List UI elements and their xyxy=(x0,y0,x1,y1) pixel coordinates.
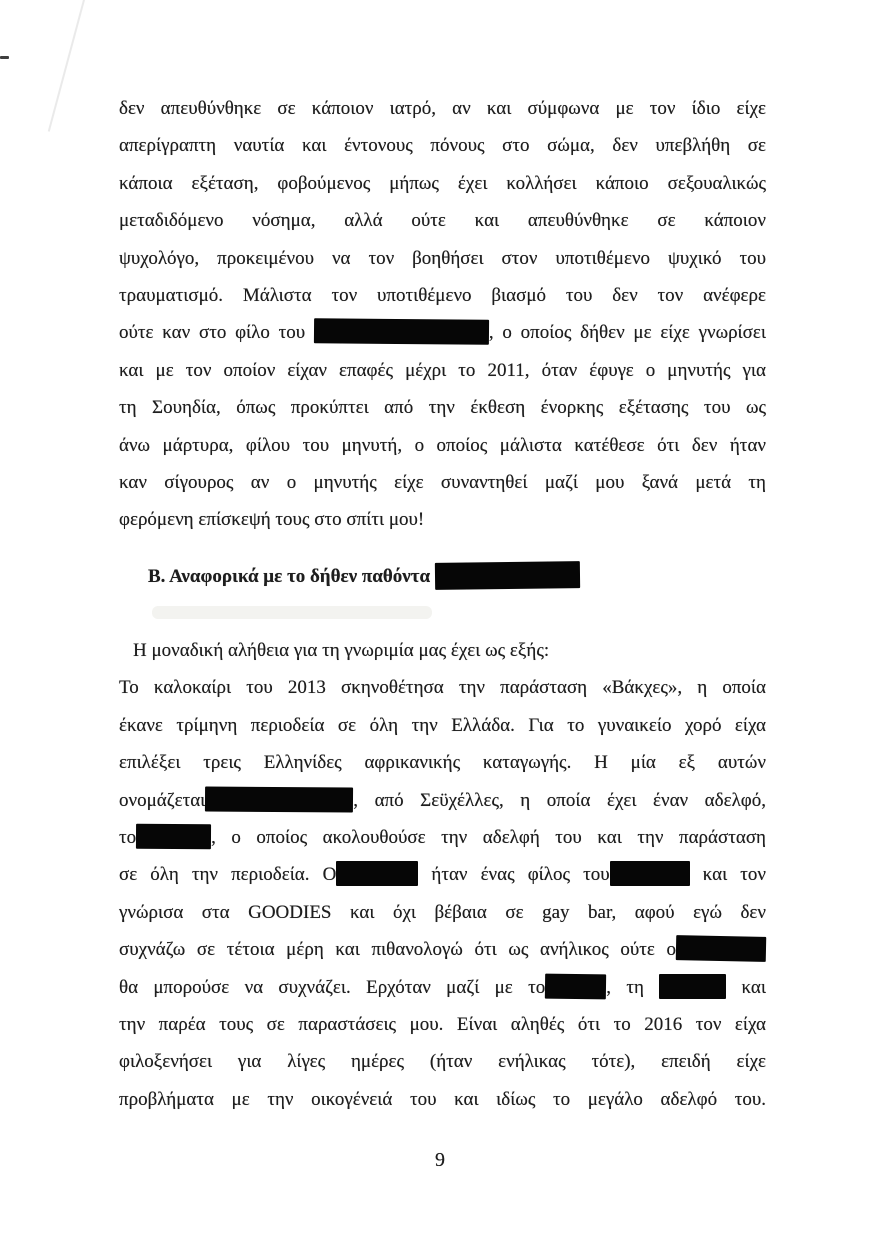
redaction-bar xyxy=(545,973,606,999)
text-line xyxy=(119,352,766,389)
text-line xyxy=(119,894,766,931)
text-line xyxy=(119,558,766,595)
redaction-bar xyxy=(435,561,580,590)
redaction-bar xyxy=(205,786,353,812)
text-segment: ούτε καν στο φίλο του xyxy=(119,322,314,344)
text-line xyxy=(119,969,766,1006)
scan-artifact-dash xyxy=(0,56,9,59)
text-segment: απερίγραπτη ναυτία και έντονους πόνους στο σώμα, δεν υπεβλήθη σε xyxy=(119,135,766,157)
text-line xyxy=(119,1006,766,1043)
text-line xyxy=(119,669,766,706)
text-segment: φερόμενη επίσκεψή τους στο σπίτι μου! xyxy=(119,509,425,531)
paragraph-1 xyxy=(119,90,766,539)
text-line xyxy=(119,240,766,277)
text-line xyxy=(119,819,766,856)
text-segment: κάποια εξέταση, φοβούμενος μήπως έχει κολλήσει κάποιο σεξουαλικώς xyxy=(119,172,766,194)
text-segment: , από Σεϋχέλλες, η οποία έχει έναν αδελφό, xyxy=(353,789,766,811)
text-line xyxy=(119,389,766,426)
text-segment: γνώρισα στα GOODIES και όχι βέβαια σε gay bar, αφού εγώ δεν xyxy=(119,901,766,923)
redaction-bar xyxy=(676,935,767,962)
text-segment: μεταδιδόμενο νόσημα, αλλά ούτε και απευθύνθηκε σε κάποιον xyxy=(119,210,766,232)
redaction-bar xyxy=(610,861,690,886)
text-line xyxy=(119,707,766,744)
scan-artifact-smudge xyxy=(152,606,432,619)
text-line xyxy=(119,202,766,239)
text-line xyxy=(119,90,766,127)
text-segment: , ο οποίος ακολουθούσε την αδελφή του και την παράσταση xyxy=(211,826,766,848)
text-line xyxy=(119,1043,766,1080)
redaction-bar xyxy=(659,974,726,999)
text-segment: , ο οποίος δήθεν με είχε γνωρίσει xyxy=(488,322,766,344)
text-line xyxy=(119,464,766,501)
text-line xyxy=(119,277,766,314)
text-segment: και τον xyxy=(689,864,766,886)
text-segment: και με τον οποίον είχαν επαφές μέχρι το 2011, όταν έφυγε ο μηνυτής για xyxy=(119,359,766,381)
text-segment: ψυχολόγο, προκειμένου να τον βοηθήσει στον υποτιθέμενο ψυχικό του xyxy=(119,247,766,269)
text-segment: φιλοξενήσει για λίγες ημέρες (ήταν ενήλικας τότε), επειδή είχε xyxy=(119,1051,766,1073)
text-line xyxy=(119,127,766,164)
redaction-bar xyxy=(314,319,489,346)
text-line xyxy=(119,314,766,351)
paragraph-2 xyxy=(119,632,766,1118)
redaction-bar xyxy=(136,824,211,849)
text-segment: καν σίγουρος αν ο μηνυτής είχε συναντηθεί μαζί μου ξανά μετά τη xyxy=(119,471,766,493)
text-line xyxy=(119,1081,766,1118)
scan-artifact-line xyxy=(48,0,86,132)
text-line xyxy=(119,632,766,669)
section-heading xyxy=(119,558,766,595)
text-segment: Β. Αναφορικά με το δήθεν παθόντα xyxy=(148,566,435,587)
text-line xyxy=(119,165,766,202)
text-segment: την παρέα τους σε παραστάσεις μου. Είναι αληθές ότι το 2016 τον είχα xyxy=(119,1013,766,1035)
text-line xyxy=(119,782,766,819)
redaction-bar xyxy=(336,861,418,886)
text-segment: ήταν ένας φίλος του xyxy=(418,864,610,886)
page-number: 9 xyxy=(435,1149,445,1171)
text-segment: , τη xyxy=(606,976,660,998)
text-segment: τη Σουηδία, όπως προκύπτει από την έκθεση ένορκης εξέτασης του ως xyxy=(119,397,766,419)
text-segment: δεν απευθύνθηκε σε κάποιον ιατρό, αν και σύμφωνα με τον ίδιο είχε xyxy=(119,98,766,119)
text-segment: προβλήματα με την οικογένειά του και ιδίως το μεγάλο αδελφό του. xyxy=(119,1088,766,1110)
text-line xyxy=(119,427,766,464)
text-line xyxy=(119,856,766,893)
text-segment: και xyxy=(726,976,766,998)
text-segment: ονομάζεται xyxy=(119,789,206,811)
text-segment: έκανε τρίμηνη περιοδεία σε όλη την Ελλάδα. Για το γυναικείο χορό είχα xyxy=(119,714,766,736)
text-segment: Το καλοκαίρι του 2013 σκηνοθέτησα την παράσταση «Βάκχες», η οποία xyxy=(119,677,766,699)
text-segment: Η μοναδική αλήθεια για τη γνωριμία μας έχει ως εξής: xyxy=(133,640,550,661)
text-line xyxy=(119,501,766,538)
text-segment: θα μπορούσε να συχνάζει. Ερχόταν μαζί με το xyxy=(119,976,546,998)
text-segment: σε όλη την περιοδεία. Ο xyxy=(119,864,337,886)
text-segment: το xyxy=(119,826,137,848)
text-segment: συχνάζω σε τέτοια μέρη και πιθανολογώ ότι ως ανήλικος ούτε ο xyxy=(119,939,676,961)
text-segment: άνω μάρτυρα, φίλου του μηνυτή, ο οποίος μάλιστα κατέθεσε ότι δεν ήταν xyxy=(119,434,766,456)
text-line xyxy=(119,744,766,781)
text-line xyxy=(119,931,766,968)
text-segment: τραυματισμό. Μάλιστα τον υποτιθέμενο βιασμό του δεν τον ανέφερε xyxy=(119,284,766,306)
text-segment: επιλέξει τρεις Ελληνίδες αφρικανικής καταγωγής. Η μία εξ αυτών xyxy=(119,752,766,774)
